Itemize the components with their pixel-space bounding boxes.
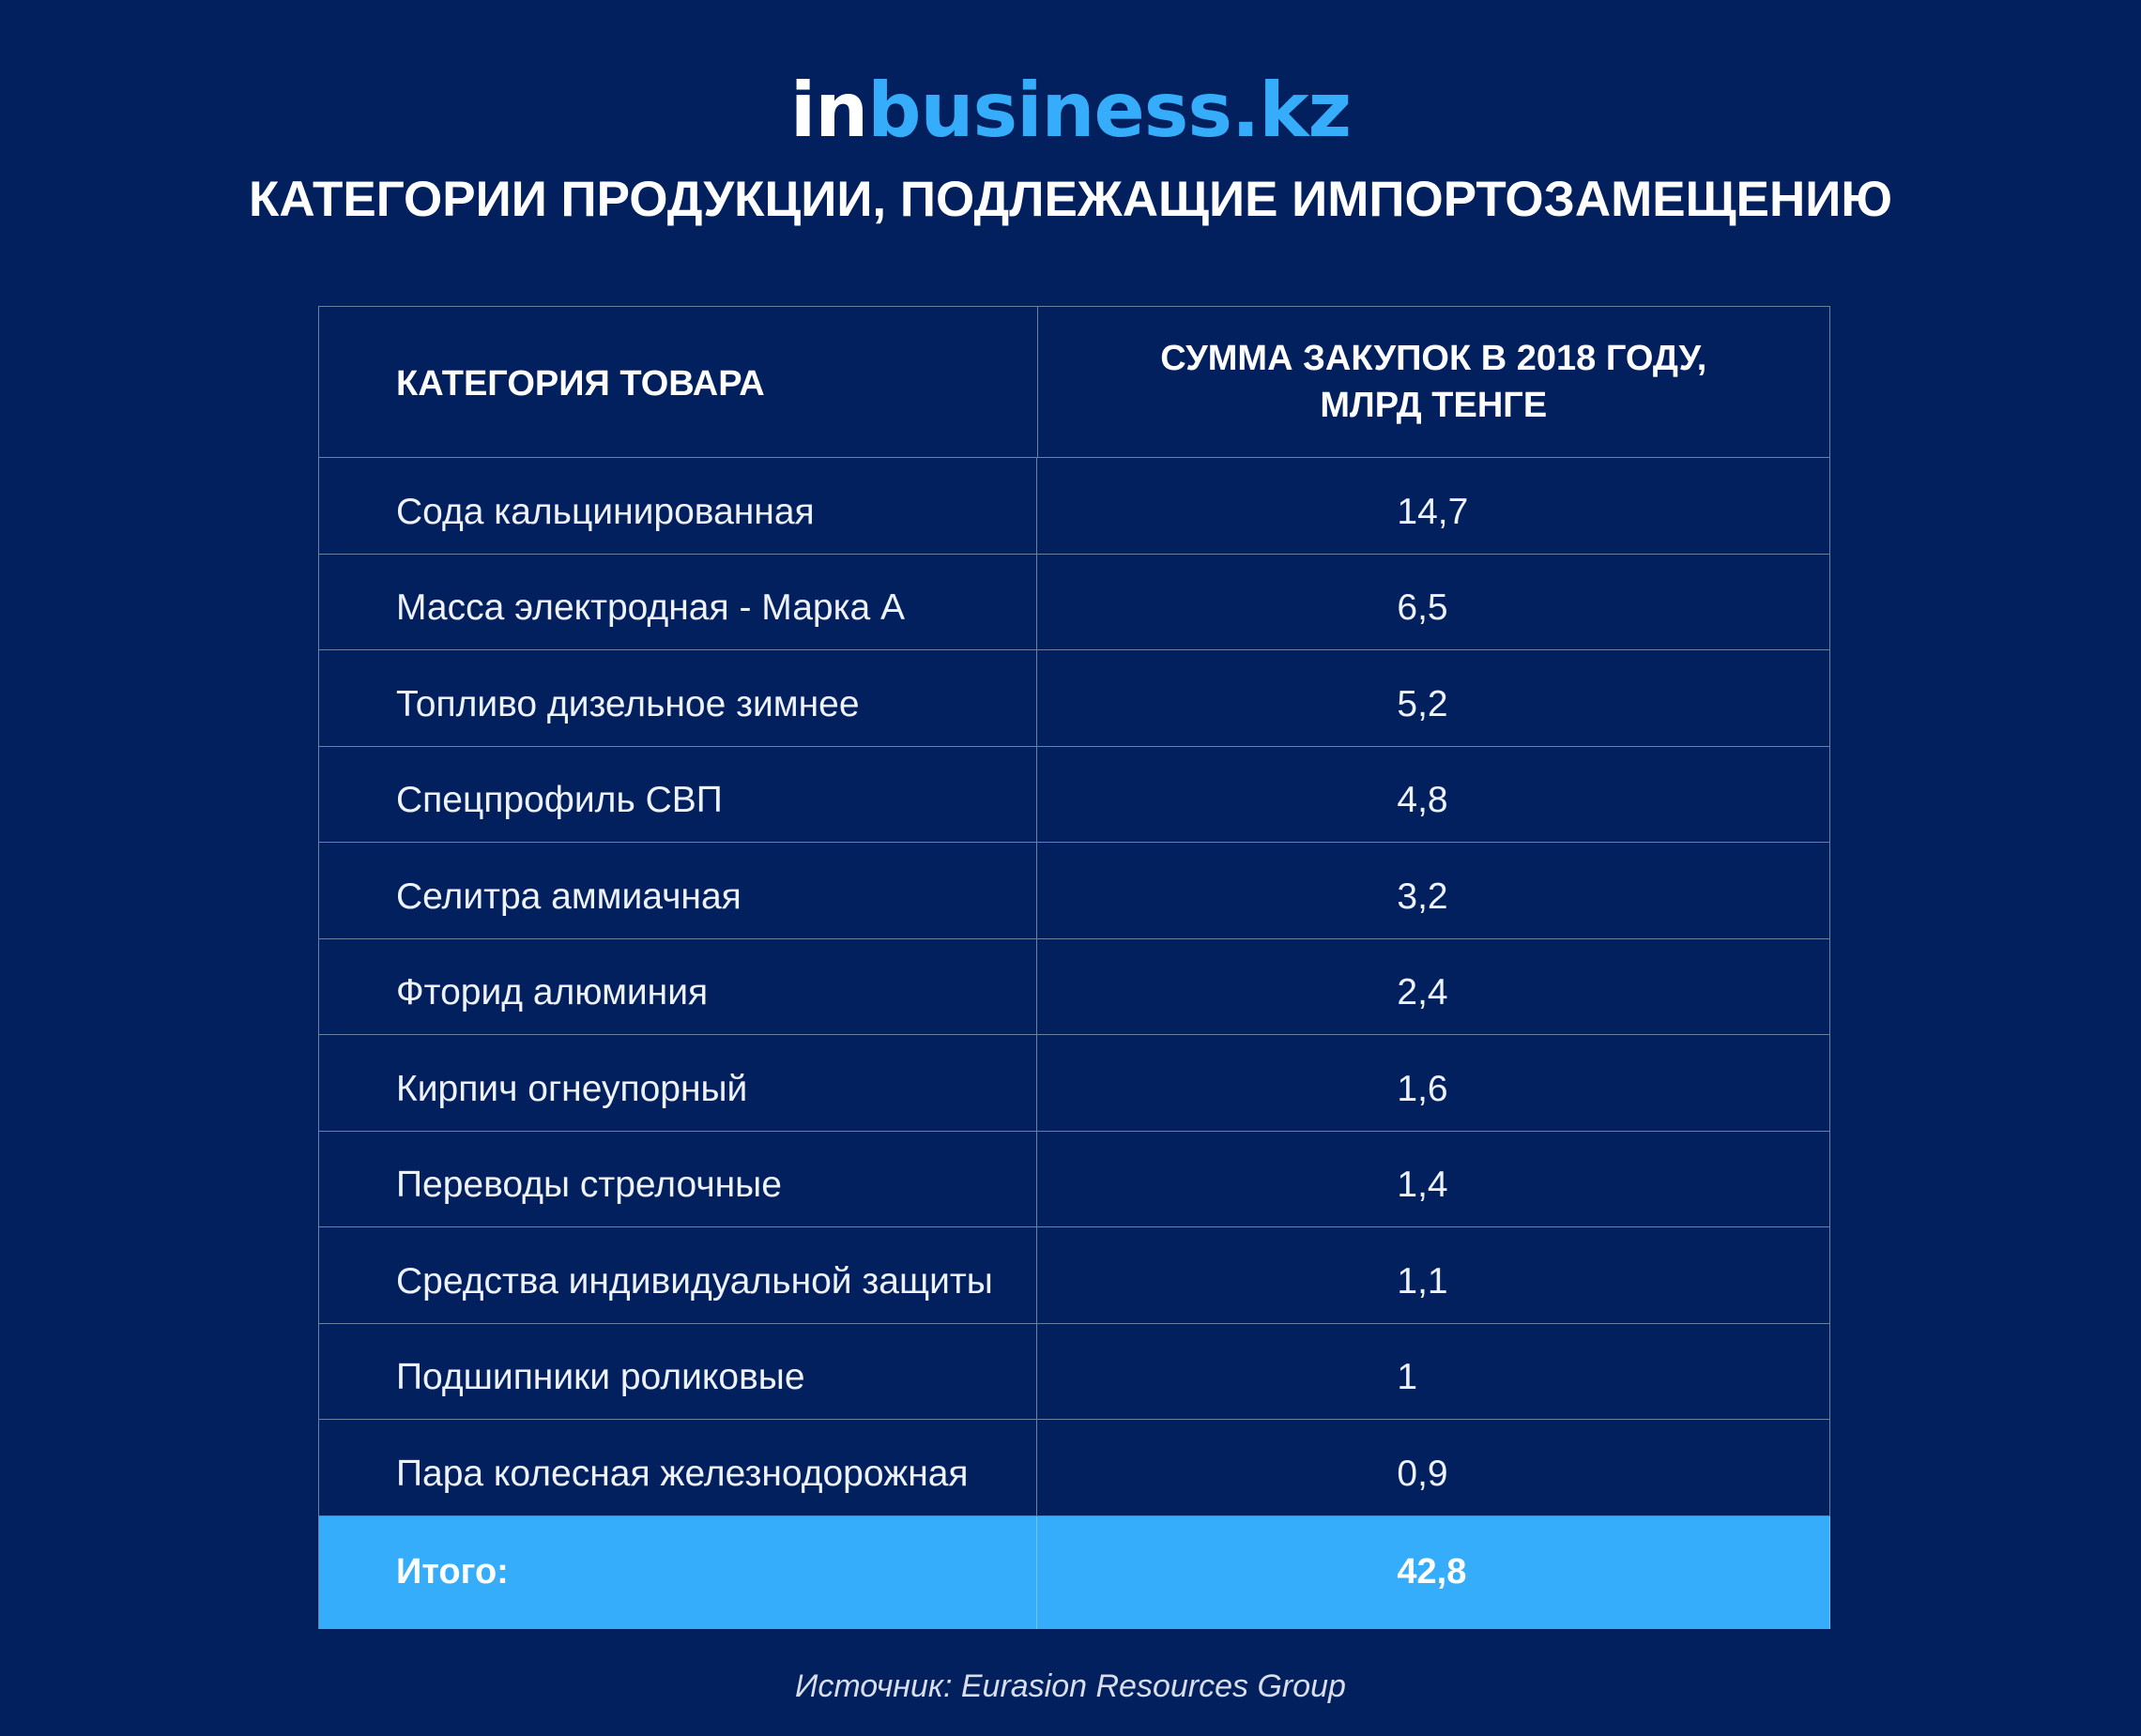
logo-in-text: in [789, 67, 868, 154]
amount-cell: 5,2 [1037, 650, 1830, 746]
source-note: Источник: Eurasion Resources Group [795, 1668, 1346, 1704]
header-amount-line1: СУММА ЗАКУПОК В 2018 ГОДУ, [1160, 339, 1707, 378]
amount-cell: 1 [1037, 1324, 1830, 1420]
amount-cell: 0,9 [1037, 1420, 1830, 1515]
amount-cell: 4,8 [1037, 747, 1830, 843]
table-row [319, 939, 1830, 1036]
amount-cell: 1,1 [1037, 1227, 1830, 1323]
table-row [319, 1035, 1830, 1132]
logo-business-text: business.kz [867, 67, 1352, 154]
category-cell: Подшипники роликовые [319, 1324, 1037, 1420]
category-cell: Селитра аммиачная [319, 843, 1037, 938]
table-row [319, 1324, 1830, 1421]
total-value: 42,8 [1037, 1516, 1830, 1629]
category-cell: Пара колесная железнодорожная [319, 1420, 1037, 1515]
header-category: КАТЕГОРИЯ ТОВАРА [319, 307, 1038, 457]
table-row [319, 458, 1830, 555]
category-cell: Сода кальцинированная [319, 458, 1037, 554]
table-row [319, 843, 1830, 939]
category-cell: Топливо дизельное зимнее [319, 650, 1037, 746]
header-amount-line2: МЛРД ТЕНГЕ [1320, 386, 1548, 425]
total-label: Итого: [319, 1516, 1037, 1629]
amount-cell: 14,7 [1037, 458, 1830, 554]
category-cell: Кирпич огнеупорный [319, 1035, 1037, 1131]
amount-cell: 1,4 [1037, 1132, 1830, 1227]
table-row [319, 747, 1830, 844]
table-row [319, 1132, 1830, 1228]
amount-cell: 6,5 [1037, 555, 1830, 650]
amount-cell: 3,2 [1037, 843, 1830, 938]
table-row [319, 555, 1830, 651]
category-cell: Масса электродная - Марка А [319, 555, 1037, 650]
table-row [319, 1420, 1830, 1516]
total-row [319, 1516, 1830, 1629]
category-cell: Переводы стрелочные [319, 1132, 1037, 1227]
page-title: КАТЕГОРИИ ПРОДУКЦИИ, ПОДЛЕЖАЩИЕ ИМПОРТОЗАМЕЩЕНИЮ [248, 172, 1893, 227]
amount-cell: 2,4 [1037, 939, 1830, 1035]
inbusiness-logo [0, 54, 2141, 167]
category-cell: Фторид алюминия [319, 939, 1037, 1035]
category-cell: Средства индивидуальной защиты [319, 1227, 1037, 1323]
table-row [319, 1227, 1830, 1324]
category-cell: Спецпрофиль СВП [319, 747, 1037, 843]
table-row [319, 650, 1830, 747]
table-body [319, 458, 1830, 1516]
import-substitution-table [318, 306, 1830, 1629]
header-amount [1038, 307, 1830, 457]
amount-cell: 1,6 [1037, 1035, 1830, 1131]
table-header-row [319, 307, 1830, 458]
